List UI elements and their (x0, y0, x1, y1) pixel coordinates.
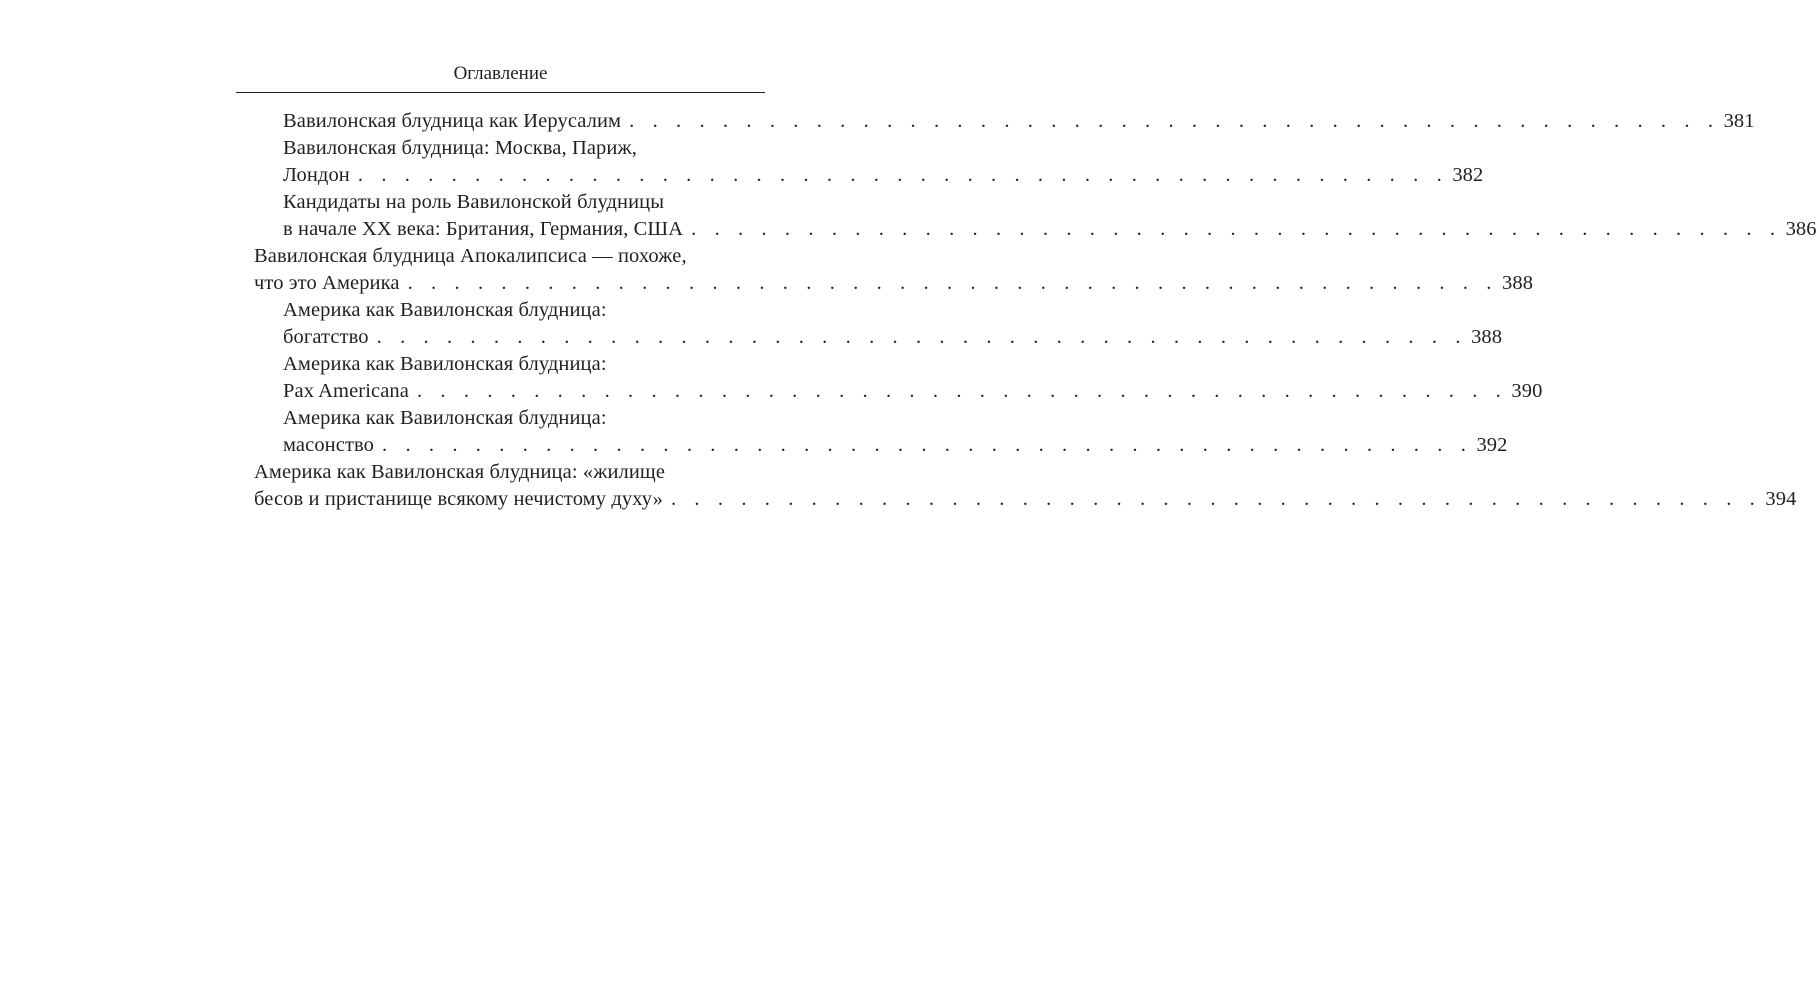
dot-leader: . . . . . . . . . . . . . . . . . . . . . . . . . . . . . . . . . . . . . . . . . . . . . . . (629, 110, 1720, 132)
toc-page-number: 392 (1476, 434, 1508, 456)
toc-page-number: 382 (1452, 164, 1484, 186)
dot-leader: . . . . . . . . . . . . . . . . . . . . . . . . . . . . . . . . . . . . . . . . . . . . . . . (382, 434, 1473, 456)
toc-entry[interactable] (283, 297, 1503, 351)
toc-entry[interactable] (283, 108, 1755, 135)
toc-entry-title: Вавилонская блудница: Москва, Париж, (283, 137, 637, 159)
toc-entry[interactable] (283, 135, 1484, 189)
toc-page-number: 390 (1511, 380, 1543, 402)
dot-leader: . . . . . . . . . . . . . . . . . . . . . . . . . . . . . . . . . . . . . . . . . . . . . . . (670, 488, 1762, 510)
dot-leader: . . . . . . . . . . . . . . . . . . . . . . . . . . . . . . . . . . . . . . . . . . . . . . . (357, 164, 1449, 186)
dot-leader: . . . . . . . . . . . . . . . . . . . . . . . . . . . . . . . . . . . . . . . . . . . . . . . (416, 380, 1508, 402)
toc-page-number: 394 (1765, 488, 1797, 510)
toc-entry-title: Америка как Вавилонская блудница: «жилище (254, 461, 666, 483)
toc-entry-title: Кандидаты на роль Вавилонской блудницы (283, 191, 665, 213)
toc-page-number: 381 (1723, 110, 1755, 132)
toc-entry-title: Америка как Вавилонская блудница: (283, 299, 607, 321)
toc-entry-title: Америка как Вавилонская блудница: (283, 353, 607, 375)
toc-page-number: 386 (1785, 218, 1817, 240)
toc-entry[interactable] (254, 459, 1797, 513)
toc-entry-title-continued: Лондон (283, 164, 350, 186)
toc-entry-title-continued: Pax Americana (283, 380, 409, 402)
toc-entry[interactable] (283, 189, 1817, 243)
toc-page-number: 388 (1471, 326, 1503, 348)
running-head: Оглавление (453, 63, 548, 84)
toc-entry-title-continued: в начале XX века: Британия, Германия, США (283, 218, 684, 240)
table-of-contents (254, 108, 1817, 513)
dot-leader: . . . . . . . . . . . . . . . . . . . . . . . . . . . . . . . . . . . . . . . . . . . . . . . (407, 272, 1499, 294)
header-rule (236, 92, 765, 93)
toc-entry-title: Вавилонская блудница как Иерусалим (283, 110, 622, 132)
toc-page-number: 388 (1502, 272, 1534, 294)
toc-entry-title-continued: что это Америка (254, 272, 400, 294)
toc-entry[interactable] (254, 243, 1534, 297)
dot-leader: . . . . . . . . . . . . . . . . . . . . . . . . . . . . . . . . . . . . . . . . . . . . . . . (691, 218, 1782, 240)
toc-entry[interactable] (283, 405, 1508, 459)
toc-entry-title-continued: масонство (283, 434, 374, 456)
toc-entry[interactable] (283, 351, 1543, 405)
toc-entry-title-continued: богатство (283, 326, 369, 348)
toc-entry-title: Америка как Вавилонская блудница: (283, 407, 607, 429)
dot-leader: . . . . . . . . . . . . . . . . . . . . . . . . . . . . . . . . . . . . . . . . . . . . . . . (376, 326, 1468, 348)
toc-entry-title: Вавилонская блудница Апокалипсиса — похоже, (254, 245, 687, 267)
toc-entry-title-continued: бесов и пристанище всякому нечистому духу» (254, 488, 663, 510)
